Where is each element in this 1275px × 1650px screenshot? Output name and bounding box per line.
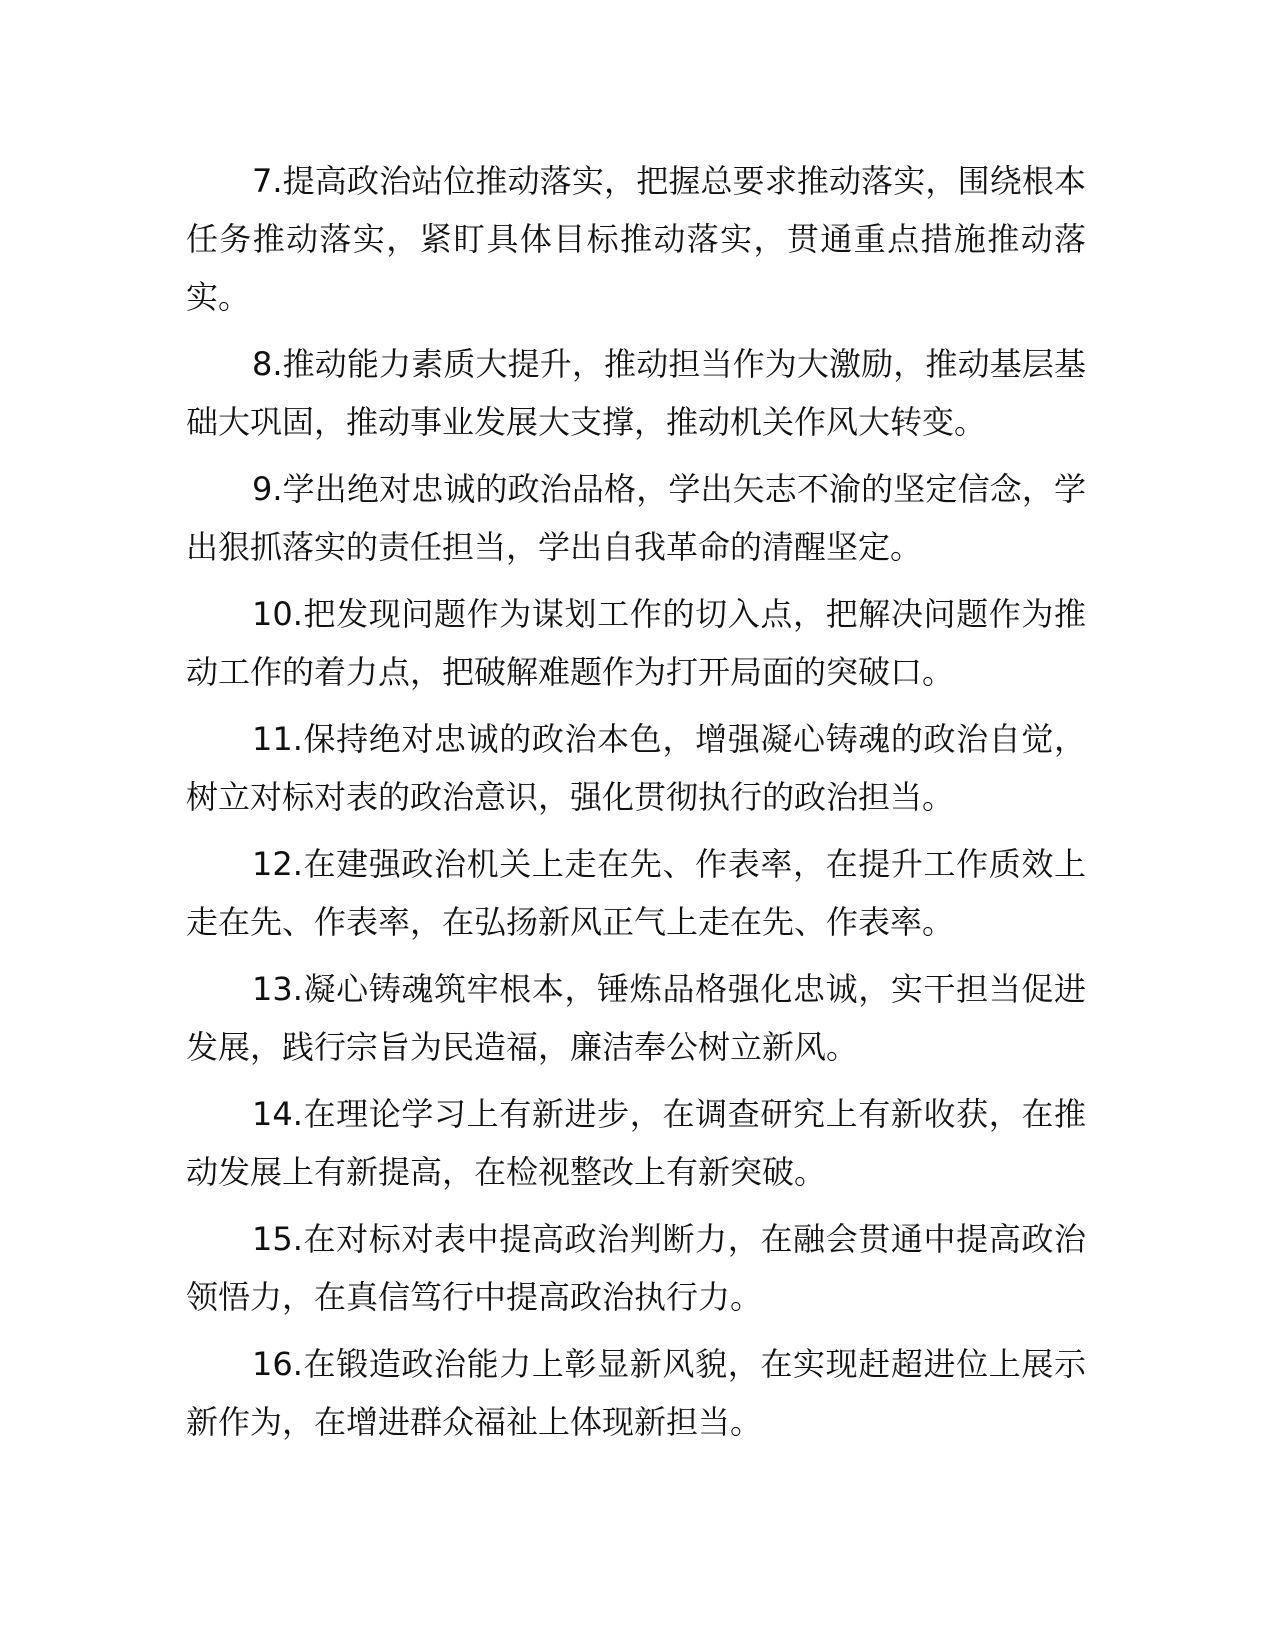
paragraph-13: 13.凝心铸魂筑牢根本，锤炼品格强化忠诚，实干担当促进发展，践行宗旨为民造福，廉洁奉公树立新风。 bbox=[186, 970, 1086, 1066]
paragraph-8: 8.推动能力素质大提升，推动担当作为大激励，推动基层基础大巩固，推动事业发展大支撑，推动机关作风大转变。 bbox=[186, 345, 1086, 441]
document-body bbox=[186, 152, 1086, 1460]
paragraph-16: 16.在锻造政治能力上彰显新风貌，在实现赶超进位上展示新作为，在增进群众福祉上体现新担当。 bbox=[186, 1345, 1086, 1441]
paragraph-11: 11.保持绝对忠诚的政治本色，增强凝心铸魂的政治自觉，树立对标对表的政治意识，强化贯彻执行的政治担当。 bbox=[186, 720, 1086, 816]
paragraph-12: 12.在建强政治机关上走在先、作表率，在提升工作质效上走在先、作表率，在弘扬新风正气上走在先、作表率。 bbox=[186, 845, 1086, 941]
paragraph-10: 10.把发现问题作为谋划工作的切入点，把解决问题作为推动工作的着力点，把破解难题作为打开局面的突破口。 bbox=[186, 595, 1086, 691]
paragraph-7: 7.提高政治站位推动落实，把握总要求推动落实，围绕根本任务推动落实，紧盯具体目标推动落实，贯通重点措施推动落实。 bbox=[186, 162, 1086, 316]
paragraph-14: 14.在理论学习上有新进步，在调查研究上有新收获，在推动发展上有新提高，在检视整改上有新突破。 bbox=[186, 1095, 1086, 1191]
paragraph-9: 9.学出绝对忠诚的政治品格，学出矢志不渝的坚定信念，学出狠抓落实的责任担当，学出自我革命的清醒坚定。 bbox=[186, 470, 1086, 566]
paragraph-15: 15.在对标对表中提高政治判断力，在融会贯通中提高政治领悟力，在真信笃行中提高政治执行力。 bbox=[186, 1220, 1086, 1316]
